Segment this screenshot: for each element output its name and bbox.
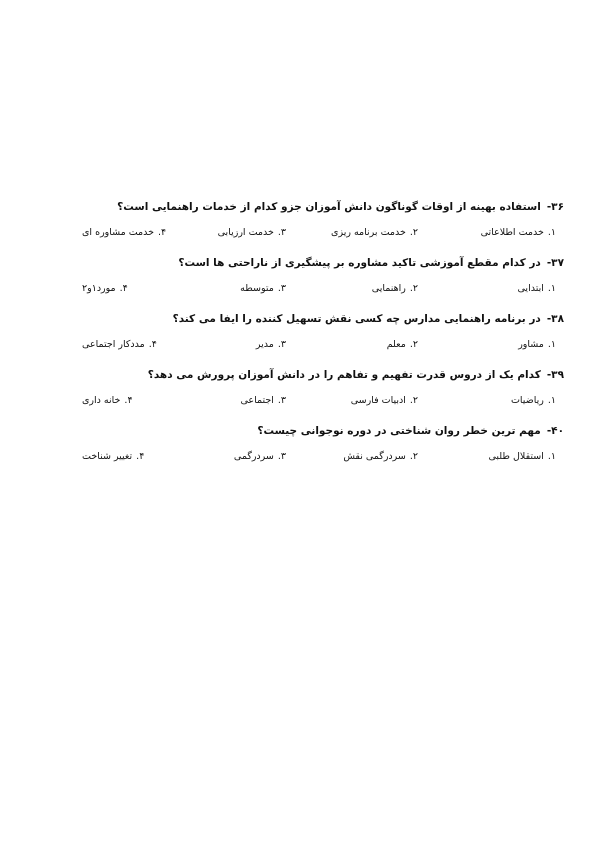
option-2[interactable] [372, 279, 418, 299]
option-label: معلم [386, 339, 406, 350]
question-number: ۳۷- [546, 257, 564, 269]
question-37 [82, 253, 564, 309]
option-number: ۳. [277, 451, 286, 462]
question-stem: در برنامه راهنمایی مدارس چه کسی نقش تسهیل کننده را ایفا می کند؟ [172, 313, 541, 325]
option-label: ابتدایی [517, 283, 544, 294]
question-list [82, 197, 564, 477]
option-number: ۲. [409, 339, 418, 350]
option-label: مددکار اجتماعی [82, 339, 145, 350]
option-3[interactable] [240, 279, 286, 299]
question-text [82, 421, 564, 441]
option-number: ۲. [409, 227, 418, 238]
question-stem: در کدام مقطع آموزشی تاکید مشاوره بر پیشگیری از ناراحتی ها است؟ [178, 257, 541, 269]
option-number: ۳. [277, 283, 286, 294]
option-1[interactable] [489, 447, 557, 467]
question-text [82, 253, 564, 273]
option-2[interactable] [351, 391, 418, 411]
option-4[interactable] [82, 223, 166, 243]
question-38 [82, 309, 564, 365]
option-number: ۳. [277, 339, 286, 350]
option-number: ۲. [409, 283, 418, 294]
option-label: مورد۱و۲ [82, 283, 116, 294]
option-label: استقلال طلبی [488, 451, 544, 462]
option-4[interactable] [82, 391, 133, 411]
options-row [82, 335, 556, 355]
option-number: ۴. [124, 395, 133, 406]
option-label: خدمت اطلاعاتی [480, 227, 544, 238]
option-3[interactable] [234, 447, 286, 467]
option-label: سردرگمی [233, 451, 274, 462]
question-36 [82, 197, 564, 253]
option-number: ۱. [547, 339, 556, 350]
question-number: ۳۸- [546, 313, 564, 325]
question-stem: کدام یک از دروس قدرت تفهیم و تفاهم را در دانش آموزان پرورش می دهد؟ [147, 369, 541, 381]
option-number: ۴. [158, 227, 167, 238]
option-label: اجتماعی [240, 395, 274, 406]
options-row [82, 447, 556, 467]
question-number: ۳۹- [546, 369, 564, 381]
option-3[interactable] [241, 391, 287, 411]
option-label: خدمت ارزیابی [217, 227, 274, 238]
option-1[interactable] [511, 391, 556, 411]
option-number: ۳. [277, 395, 286, 406]
option-label: تغییر شناخت [82, 451, 133, 462]
option-2[interactable] [387, 335, 418, 355]
option-number: ۱. [547, 227, 556, 238]
option-4[interactable] [82, 279, 128, 299]
option-number: ۴. [119, 283, 128, 294]
option-3[interactable] [218, 223, 286, 243]
option-number: ۱. [547, 395, 556, 406]
options-row [82, 391, 556, 411]
option-label: خدمت برنامه ریزی [331, 227, 406, 238]
option-1[interactable] [518, 279, 556, 299]
option-label: راهنمایی [371, 283, 406, 294]
question-39 [82, 365, 564, 421]
option-4[interactable] [82, 447, 144, 467]
question-number: ۳۶- [546, 201, 564, 213]
question-text [82, 309, 564, 329]
option-label: سردرگمی نقش [343, 451, 406, 462]
question-40 [82, 421, 564, 477]
question-text [82, 197, 564, 217]
options-row [82, 279, 556, 299]
option-1[interactable] [481, 223, 556, 243]
option-number: ۳. [277, 227, 286, 238]
option-label: ریاضیات [510, 395, 544, 406]
option-number: ۱. [547, 283, 556, 294]
option-label: ادبیات فارسی [350, 395, 406, 406]
question-stem: مهم ترین خطر روان شناختی در دوره نوجوانی چیست؟ [257, 425, 541, 437]
option-4[interactable] [82, 335, 157, 355]
option-label: مدیر [255, 339, 274, 350]
question-stem: استفاده بهینه از اوقات گوناگون دانش آموزان جزو کدام از خدمات راهنمایی است؟ [117, 201, 541, 213]
options-row [82, 223, 556, 243]
option-number: ۴. [148, 339, 157, 350]
option-label: مشاور [518, 339, 544, 350]
option-number: ۲. [409, 395, 418, 406]
option-number: ۲. [409, 451, 418, 462]
option-label: متوسطه [240, 283, 274, 294]
option-number: ۱. [547, 451, 556, 462]
option-label: خانه داری [82, 395, 121, 406]
question-number: ۴۰- [546, 425, 564, 437]
option-1[interactable] [518, 335, 556, 355]
option-2[interactable] [343, 447, 418, 467]
option-label: خدمت مشاوره ای [82, 227, 155, 238]
option-3[interactable] [256, 335, 286, 355]
question-text [82, 365, 564, 385]
option-2[interactable] [331, 223, 418, 243]
option-number: ۴. [136, 451, 145, 462]
